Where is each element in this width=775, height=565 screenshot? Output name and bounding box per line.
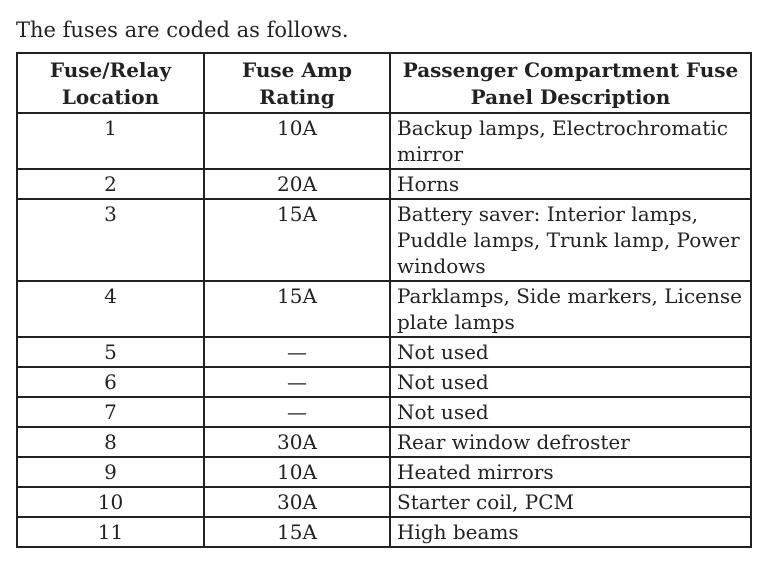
cell-location: 7 bbox=[17, 397, 204, 427]
intro-text: The fuses are coded as follows. bbox=[16, 18, 349, 42]
table-row bbox=[17, 487, 751, 517]
cell-description: High beams bbox=[390, 517, 751, 547]
header-description: Passenger Compartment Fuse Panel Description bbox=[390, 53, 751, 113]
cell-location: 2 bbox=[17, 169, 204, 199]
cell-description: Horns bbox=[390, 169, 751, 199]
cell-amp-rating: 20A bbox=[204, 169, 390, 199]
cell-description: Rear window defroster bbox=[390, 427, 751, 457]
cell-location: 1 bbox=[17, 113, 204, 169]
cell-description: Not used bbox=[390, 397, 751, 427]
table-row bbox=[17, 199, 751, 281]
cell-description: Battery saver: Interior lamps, Puddle lamps, Trunk lamp, Power windows bbox=[390, 199, 751, 281]
cell-location: 6 bbox=[17, 367, 204, 397]
table-row bbox=[17, 337, 751, 367]
cell-location: 4 bbox=[17, 281, 204, 337]
cell-amp-rating: 30A bbox=[204, 487, 390, 517]
cell-amp-rating: 15A bbox=[204, 281, 390, 337]
cell-location: 11 bbox=[17, 517, 204, 547]
cell-amp-rating: — bbox=[204, 397, 390, 427]
cell-location: 8 bbox=[17, 427, 204, 457]
table-row bbox=[17, 457, 751, 487]
table-row bbox=[17, 427, 751, 457]
cell-location: 10 bbox=[17, 487, 204, 517]
fuse-table bbox=[16, 52, 752, 548]
cell-amp-rating: — bbox=[204, 367, 390, 397]
table-row bbox=[17, 281, 751, 337]
cell-description: Not used bbox=[390, 337, 751, 367]
table-row bbox=[17, 367, 751, 397]
table-row bbox=[17, 113, 751, 169]
header-amp-rating: Fuse Amp Rating bbox=[204, 53, 390, 113]
table-row bbox=[17, 397, 751, 427]
cell-amp-rating: 15A bbox=[204, 517, 390, 547]
table-row bbox=[17, 169, 751, 199]
cell-description: Starter coil, PCM bbox=[390, 487, 751, 517]
table-row bbox=[17, 517, 751, 547]
header-location: Fuse/Relay Location bbox=[17, 53, 204, 113]
cell-amp-rating: 15A bbox=[204, 199, 390, 281]
cell-description: Heated mirrors bbox=[390, 457, 751, 487]
cell-amp-rating: 10A bbox=[204, 457, 390, 487]
cell-amp-rating: 10A bbox=[204, 113, 390, 169]
cell-description: Not used bbox=[390, 367, 751, 397]
cell-description: Backup lamps, Electrochromatic mirror bbox=[390, 113, 751, 169]
cell-amp-rating: 30A bbox=[204, 427, 390, 457]
cell-description: Parklamps, Side markers, License plate lamps bbox=[390, 281, 751, 337]
cell-location: 5 bbox=[17, 337, 204, 367]
table-header-row bbox=[17, 53, 751, 113]
cell-location: 9 bbox=[17, 457, 204, 487]
cell-amp-rating: — bbox=[204, 337, 390, 367]
cell-location: 3 bbox=[17, 199, 204, 281]
